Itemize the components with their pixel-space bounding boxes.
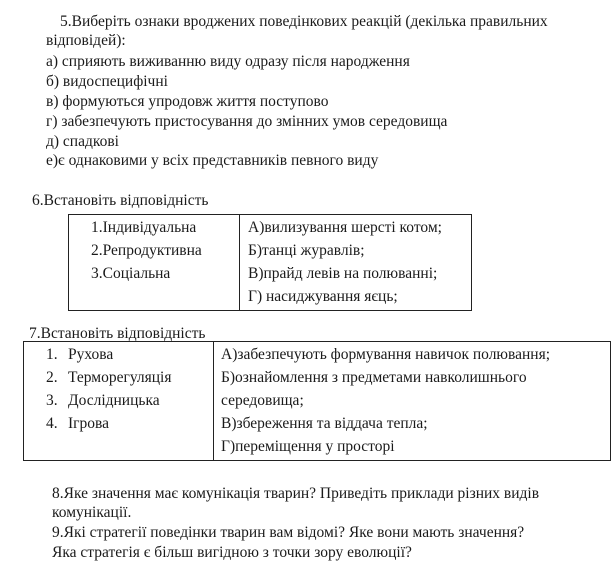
q7-right-item: Б)ознайомлення з предметами навколишнього	[221, 369, 527, 386]
q6-left-item: 2.Репродуктивна	[91, 242, 202, 259]
q7-right-item: В)збереження та віддача тепла;	[221, 415, 428, 432]
q7-left-item	[46, 368, 213, 391]
q6-title: 6.Встановіть відповідність	[32, 192, 209, 209]
q7-matching-table	[23, 341, 611, 461]
q6-right-column	[240, 215, 472, 311]
q8-line1: 8.Яке значення має комунікація тварин? Приведіть приклади різних видів	[52, 485, 540, 502]
q7-left-column	[24, 342, 214, 461]
q6-right-item: А)вилизування шерсті котом;	[248, 219, 442, 236]
q7-left-label: Ігрова	[68, 415, 110, 432]
q7-left-item	[46, 414, 213, 437]
q7-right-item: середовища;	[221, 392, 304, 409]
q7-right-item: Г)переміщення у просторі	[221, 438, 395, 455]
q9-line2: Яка стратегія є більш вигідною з точки зору еволюції?	[52, 544, 412, 561]
q6-right-item: Б)танці журавлів;	[248, 242, 365, 259]
q6-left-item: 1.Індивідуальна	[91, 219, 197, 236]
q7-title: 7.Встановіть відповідність	[29, 325, 206, 342]
q7-left-num: 2.	[46, 369, 58, 386]
q5-title-line1: 5.Виберіть ознаки вроджених поведінкових реакцій (декілька правильних	[60, 13, 548, 30]
q6-right-item: Г) насиджування яєць;	[248, 288, 398, 305]
q6-right-item: В)прайд левів на полюванні;	[248, 265, 438, 282]
q6-matching-table	[68, 214, 472, 311]
q7-right-column	[214, 342, 611, 461]
q7-left-label: Дослідницька	[68, 392, 160, 409]
q7-left-label: Терморегуляція	[68, 369, 172, 386]
q9-line1: 9.Які стратегії поведінки тварин вам відомі? Яке вони мають значення?	[52, 524, 525, 541]
q7-right-item: А)забезпечують формування навичок полювання;	[221, 346, 551, 363]
q5-option-d: г) забезпечують пристосування до змінних умов середовища	[46, 113, 448, 130]
q6-left-item: 3.Соціальна	[91, 265, 171, 282]
q5-option-f: е)є однаковими у всіх представників певного виду	[46, 152, 379, 169]
q7-left-item	[46, 345, 213, 368]
q6-left-column	[69, 215, 240, 311]
q7-left-num: 1.	[46, 346, 58, 363]
q7-left-label: Рухова	[68, 346, 114, 363]
q7-left-item	[46, 391, 213, 414]
q5-option-e: д) спадкові	[46, 133, 119, 150]
q7-left-num: 4.	[46, 415, 58, 432]
q8-line2: комунікації.	[52, 504, 132, 521]
q5-option-c: в) формуються упродовж життя поступово	[46, 93, 329, 110]
q5-option-b: б) видоспецифічні	[46, 73, 168, 90]
q5-option-a: а) сприяють виживанню виду одразу після народження	[46, 53, 410, 70]
q7-left-num: 3.	[46, 392, 58, 409]
q5-title-line2: відповідей):	[46, 32, 126, 49]
